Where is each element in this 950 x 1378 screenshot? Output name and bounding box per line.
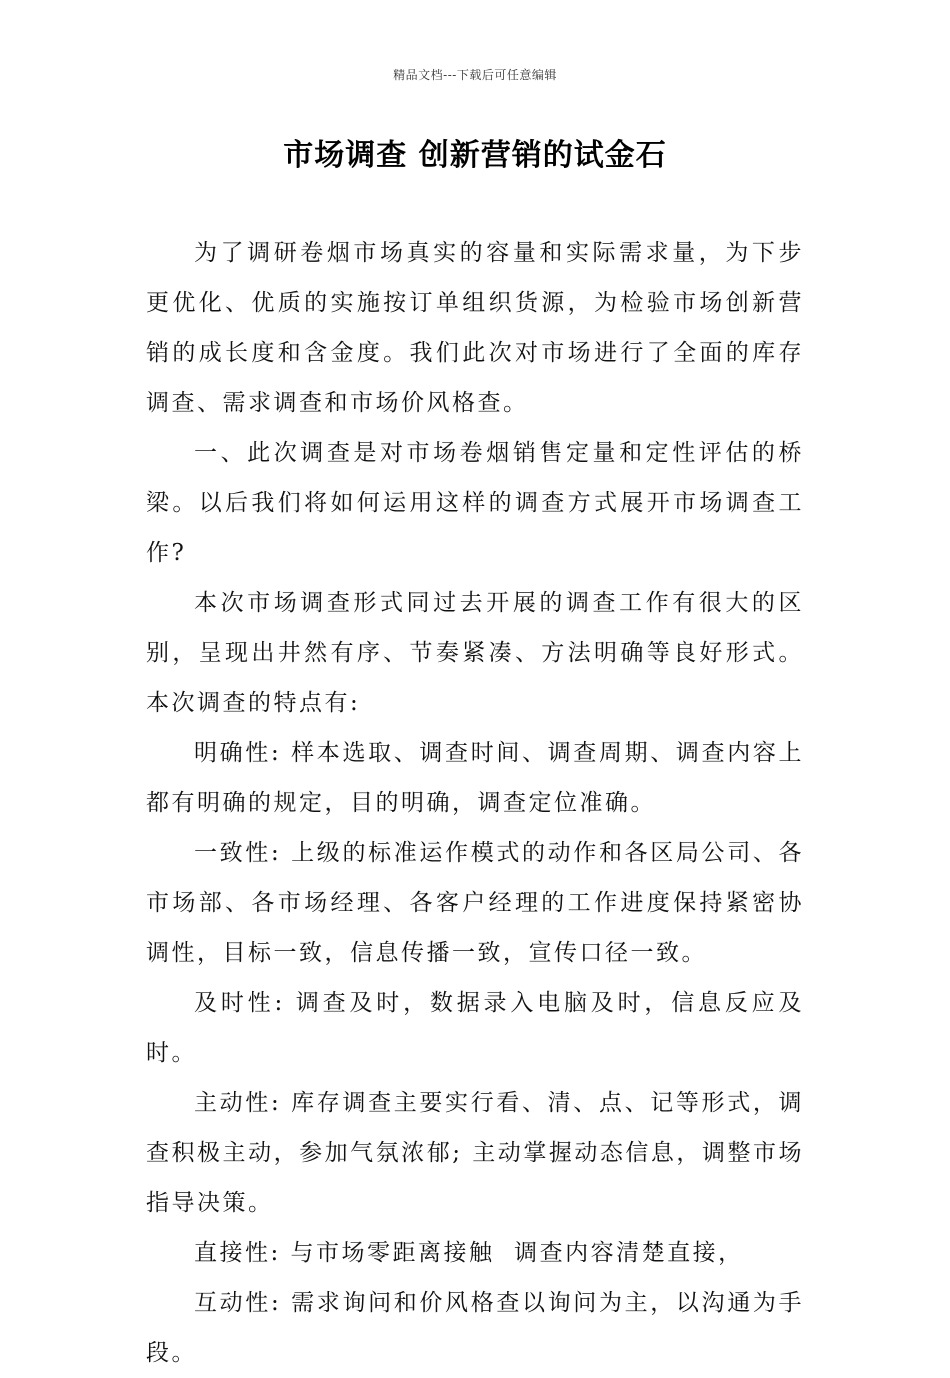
paragraph-interactivity: 互动性: 需求询问和价风格查以询问为主，以沟通为手段。 — [146, 1290, 804, 1366]
document-title: 市场调查 创新营销的试金石 — [283, 138, 667, 173]
paragraph-section-one: 一、此次调查是对市场卷烟销售定量和定性评估的桥梁。以后我们将如何运用这样的调查方式展开市场调查工作? — [146, 440, 804, 566]
paragraph-timeliness: 及时性: 调查及时，数据录入电脑及时，信息反应及时。 — [146, 990, 804, 1066]
page-header: 精品文档---下载后可任意编辑 — [393, 68, 557, 82]
paragraph-survey-form: 本次市场调查形式同过去开展的调查工作有很大的区别，呈现出井然有序、节奏紧凑、方法明确等良好形式。本次调查的特点有: — [146, 590, 804, 716]
paragraph-consistency: 一致性: 上级的标准运作模式的动作和各区局公司、各市场部、各市场经理、各客户经理的工作进度保持紧密协调性，目标一致，信息传播一致，宣传口径一致。 — [146, 840, 804, 966]
paragraph-clarity: 明确性: 样本选取、调查时间、调查周期、调查内容上都有明确的规定，目的明确，调查定位准确。 — [146, 740, 804, 816]
document-body — [146, 228, 804, 1378]
paragraph-directness: 直接性: 与市场零距离接触 调查内容清楚直接， — [194, 1240, 744, 1266]
paragraph-initiative: 主动性: 库存调查主要实行看、清、点、记等形式，调查积极主动，参加气氛浓郁; 主动掌握动态信息，调整市场指导决策。 — [146, 1090, 804, 1216]
paragraph-intro: 为了调研卷烟市场真实的容量和实际需求量，为下步更优化、优质的实施按订单组织货源，为检验市场创新营销的成长度和含金度。我们此次对市场进行了全面的库存调查、需求调查和市场价风格查。 — [146, 240, 804, 416]
